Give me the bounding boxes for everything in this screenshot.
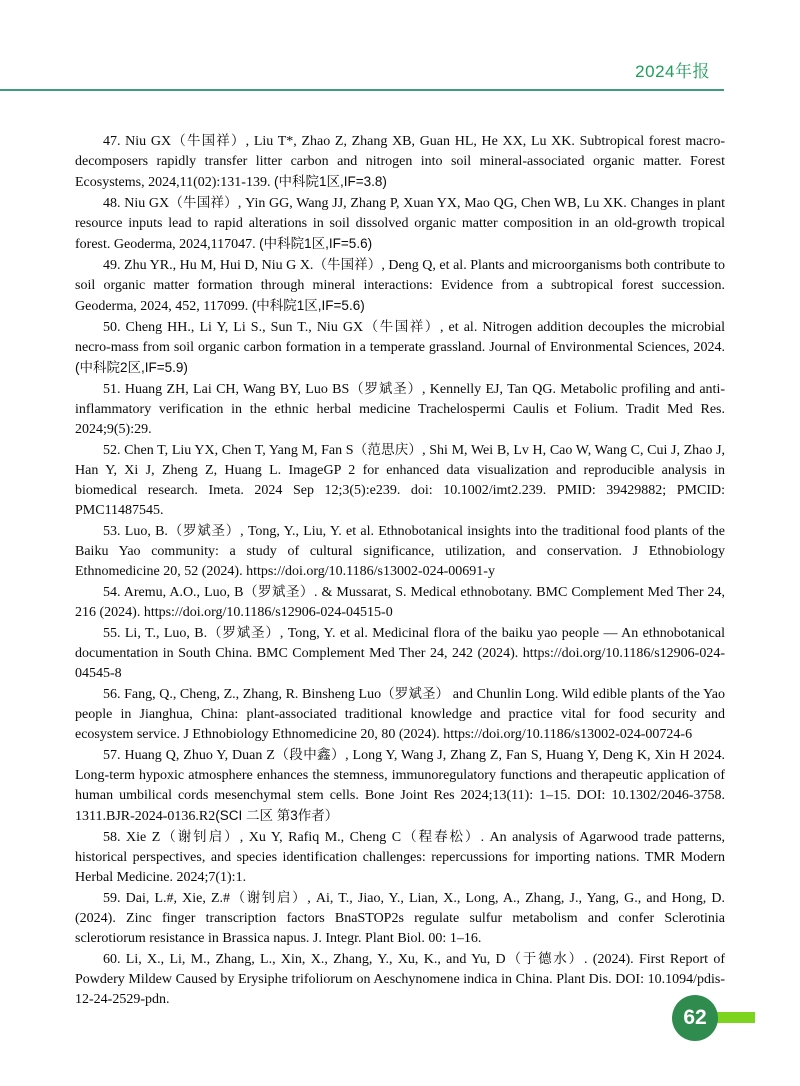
- reference-cjk-segment: （罗斌圣）: [207, 625, 280, 640]
- reference-text-segment: . An analysis of Agarwood trade patterns, historical perspectives, and species identification challenges: repercussions for importing nations. TMR Modern Herbal Medicine. 2024;7(1):1.: [75, 830, 726, 885]
- header-rule: [0, 89, 724, 91]
- reference-text-segment: , Long Y, Wang J, Zhang Z, Fan S, Huang Y, Deng K, Xin H 2024. Long-term hypoxic atmosphere enhances the stemness, immunoregulatory functions and therapeutic application of human umbilical cords mesenchymal stem cells. Bone Joint Res 2024;13(11): 1–15. DOI: 10.1302/2046-3758. 1311.BJR-2024-0136.R2: [75, 748, 725, 824]
- reference-text-segment: , Yin GG, Wang JJ, Zhang P, Xuan YX, Mao QG, Chen WB, Lu XK. Changes in plant resource inputs lead to rapid alterations in soil dissolved organic matter composition in an old-growth tropical forest. Geoderma, 2024,117047.: [75, 196, 725, 252]
- reference-item: [75, 888, 725, 949]
- reference-text-segment: , Tong, Y., Liu, Y. et al. Ethnobotanical insights into the traditional food plants of the Baiku Yao community: a study of cultural significance, utilization, and conservation. J Ethnobiology Ethnomedicine 20, 52 (2024). https://doi.org/10.1186/s13002-024-00691-y: [75, 524, 726, 579]
- reference-text-segment: 51. Huang ZH, Lai CH, Wang BY, Luo BS: [103, 382, 350, 397]
- reference-text-segment: 52. Chen T, Liu YX, Chen T, Yang M, Fan S: [103, 443, 354, 458]
- reference-text-segment: . & Mussarat, S. Medical ethnobotany. BMC Complement Med Ther 24, 216 (2024). https://doi.org/10.1186/s12906-024-04515-0: [75, 585, 725, 620]
- reference-cjk-segment: （牛国祥）: [363, 319, 440, 334]
- reference-cjk-segment: (中科院1区,IF=5.6): [251, 298, 365, 313]
- reference-text-segment: 59. Dai, L.#, Xie, Z.#: [103, 891, 231, 906]
- reference-item: [75, 623, 725, 684]
- reference-text-segment: , Tong, Y. et al. Medicinal flora of the baiku yao people — An ethnobotanical documentation in South China. BMC Complement Med Ther 24, 242 (2024). https://doi.org/10.1186/s12906-024-04545-8: [75, 626, 725, 681]
- reference-cjk-segment: （谢钊启）: [230, 890, 308, 905]
- reference-item: [75, 521, 725, 582]
- reference-cjk-segment: （牛国祥）: [169, 195, 238, 210]
- reference-item: [75, 440, 725, 521]
- reference-text-segment: , Liu T*, Zhao Z, Zhang XB, Guan HL, He XX, Lu XK. Subtropical forest macro-decomposers rapidly transfer litter carbon and nitrogen into soil mineral-associated organic matter. Forest Ecosystems, 2024,11(02):131-139.: [75, 134, 725, 190]
- reference-cjk-segment: (中科院1区,IF=5.6): [259, 236, 373, 251]
- reference-cjk-segment: (中科院2区,IF=5.9): [75, 360, 188, 375]
- page-number-badge: [672, 995, 718, 1041]
- reference-item: [75, 949, 725, 1010]
- reference-item: [75, 379, 725, 440]
- reference-text-segment: 48. Niu GX: [103, 196, 170, 211]
- reference-text-segment: 57. Huang Q, Zhuo Y, Duan Z: [103, 748, 275, 763]
- reference-text-segment: 55. Li, T., Luo, B.: [103, 626, 208, 641]
- reference-text-segment: , Shi M, Wei B, Lv H, Cao W, Wang C, Cui J, Zhao J, Han Y, Xi J, Zheng Z, Huang L. ImageGP 2 for enhanced data visualization and reproducible analysis in biomedical research. Imeta. 2024 Sep 12;3(5):e239. doi: 10.1002/imt2.239. PMID: 39429882; PMCID: PMC11487545.: [75, 443, 726, 518]
- reference-cjk-segment: （罗斌圣）: [167, 523, 241, 538]
- reference-cjk-segment: (SCI 二区 第3作者）: [215, 808, 339, 823]
- reference-text-segment: 53. Luo, B.: [103, 524, 168, 539]
- reference-cjk-segment: （范思庆）: [353, 442, 423, 457]
- page-number: 62: [683, 1006, 707, 1029]
- reference-cjk-segment: （罗斌圣）: [243, 584, 314, 599]
- reference-text-segment: , Ai, T., Jiao, Y., Lian, X., Long, A., Zhang, J., Yang, G., and Hong, D. (2024). Zinc finger transcription factors BnaSTOP2s regulate sulfur metabolism and confer Sclerotinia sclerotiorum resistance in Brassica napus. J. Integr. Plant Biol. 00: 1–16.: [75, 891, 726, 946]
- reference-text-segment: 60. Li, X., Li, M., Zhang, L., Xin, X., Zhang, Y., Xu, K., and Yu, D: [103, 952, 506, 967]
- reference-text-segment: , Xu Y, Rafiq M., Cheng C: [239, 830, 402, 845]
- reference-item: [75, 684, 725, 745]
- reference-item: [75, 255, 725, 317]
- reference-text-segment: 49. Zhu YR., Hu M, Hui D, Niu G X.: [103, 258, 314, 273]
- reference-cjk-segment: （段中鑫）: [274, 747, 346, 762]
- reference-cjk-segment: （罗斌圣）: [381, 686, 450, 701]
- reference-cjk-segment: （于德水）: [505, 951, 584, 966]
- reference-item: [75, 745, 725, 827]
- reference-text-segment: 50. Cheng HH., Li Y, Li S., Sun T., Niu GX: [103, 320, 364, 335]
- reference-cjk-segment: （程春松）: [401, 829, 481, 844]
- reference-text-segment: and Chunlin Long. Wild edible plants of the Yao people in Jianghua, China: plant-associated traditional knowledge and practice vital for food security and ecosystem service. J Ethnobiology Ethnomedicine 20, 80 (2024). https://doi.org/10.1186/s13002-024-00724-6: [75, 687, 726, 742]
- reference-cjk-segment: （牛国祥）: [313, 257, 382, 272]
- reference-text-segment: , et al. Nitrogen addition decouples the microbial necro-mass from soil organic carbon formation in a temperate grassland. Journal of Environmental Sciences, 2024.: [75, 320, 725, 355]
- reference-text-segment: 58. Xie Z: [103, 830, 161, 845]
- reference-item: [75, 131, 725, 193]
- reference-cjk-segment: （罗斌圣）: [349, 381, 422, 396]
- reference-cjk-segment: （牛国祥）: [171, 133, 246, 148]
- reference-item: [75, 582, 725, 623]
- reference-text-segment: . (2024). First Report of Powdery Mildew Caused by Erysiphe trifoliorum on Aeschynomene indica in China. Plant Dis. DOI: 10.1094/pdis-12-24-2529-pdn.: [75, 952, 726, 1007]
- reference-item: [75, 317, 725, 379]
- reference-item: [75, 827, 725, 888]
- reference-text-segment: , Deng Q, et al. Plants and microorganisms both contribute to soil organic matter formation through mineral interactions: Evidence from a subtropical forest succession. Geoderma, 2024, 452, 117099.: [75, 258, 726, 314]
- reference-text-segment: 54. Aremu, A.O., Luo, B: [103, 585, 244, 600]
- reference-item: [75, 193, 725, 255]
- reference-cjk-segment: (中科院1区,IF=3.8): [273, 174, 387, 189]
- reference-text-segment: , Kennelly EJ, Tan QG. Metabolic profiling and anti-inflammatory verification in the ethnic herbal medicine Trachelospermi Caulis et Folium. Tradit Med Res. 2024;9(5):29.: [75, 382, 725, 437]
- reference-text-segment: 56. Fang, Q., Cheng, Z., Zhang, R. Binsheng Luo: [103, 687, 382, 702]
- references-list: [75, 131, 725, 1010]
- page-header-title: 2024年报: [635, 62, 710, 81]
- reference-text-segment: 47. Niu GX: [103, 134, 172, 149]
- reference-cjk-segment: （谢钊启）: [160, 829, 240, 844]
